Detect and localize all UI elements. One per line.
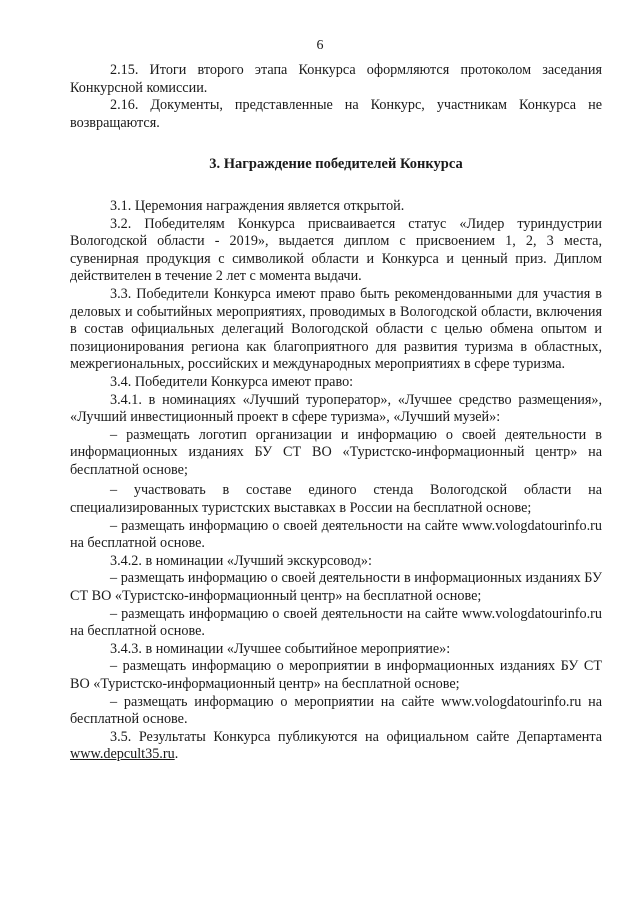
paragraph-3-5 — [70, 729, 602, 764]
paragraph-3-3: 3.3. Победители Конкурса имеют право быть рекомендованными для участия в деловых и событийных мероприятиях, проводимых в Вологодской области, включения в состав официальных делегаций Вологодской области с целью обмена опытом и позиционирования региона как благоприятного для развития туризма в областных, межрегиональных, российских и международных мероприятиях в сфере туризма. — [70, 285, 602, 373]
paragraph-3-4-3: 3.4.3. в номинации «Лучшее событийное мероприятие»: — [110, 640, 451, 657]
list-item-3-4-2-a: – размещать информацию о своей деятельности в информационных изданиях БУ СТ ВО «Туристско-информационный центр» на бесплатной основе; — [70, 570, 602, 605]
list-item-3-4-1-c: – размещать информацию о своей деятельности на сайте www.vologdatourinfo.ru на бесплатной основе. — [70, 517, 602, 552]
list-item-3-4-2-b: – размещать информацию о своей деятельности на сайте www.vologdatourinfo.ru на бесплатной основе. — [70, 605, 602, 640]
paragraph-2-16: 2.16. Документы, представленные на Конкурс, участникам Конкурса не возвращаются. — [70, 97, 602, 131]
document-body — [70, 62, 602, 764]
page-number: 6 — [316, 38, 324, 53]
list-item-3-4-1-b: – участвовать в составе единого стенда Вологодской области на специализированных туристских выставках в России на бесплатной основе; — [70, 482, 602, 517]
paragraph-3-1: 3.1. Церемония награждения является открытой. — [110, 197, 405, 214]
department-website-link[interactable]: www.depcult35.ru — [70, 746, 175, 763]
paragraph-3-2: 3.2. Победителям Конкурса присваивается статус «Лидер туриндустрии Вологодской области - 2019», выдается диплом с присвоением 1, 2, 3 места, сувенирная продукция с символикой области и Конкурса и ценный приз. Диплом действителен в течение 2 лет с момента выдачи. — [70, 215, 602, 285]
list-item-3-4-3-a: – размещать информацию о мероприятии в информационных изданиях БУ СТ ВО «Туристско-информационный центр» на бесплатной основе; — [70, 658, 602, 692]
paragraph-3-4-1: 3.4.1. в номинациях «Лучший туроператор», «Лучшее средство размещения», «Лучший инвестиционный проект в сфере туризма», «Лучший музей»: — [70, 391, 602, 426]
paragraph-2-15: 2.15. Итоги второго этапа Конкурса оформляются протоколом заседания Конкурсной комиссии. — [70, 62, 602, 96]
paragraph-3-4: 3.4. Победители Конкурса имеют право: — [110, 373, 354, 390]
list-item-3-4-1-a: – размещать логотип организации и информацию о своей деятельности в информационных изданиях БУ СТ ВО «Туристско-информационный центр» на бесплатной основе; — [70, 426, 602, 478]
list-item-3-4-3-b: – размещать информацию о мероприятии на сайте www.vologdatourinfo.ru на бесплатной основе. — [70, 693, 602, 728]
section-heading: 3. Награждение победителей Конкурса — [209, 156, 463, 173]
paragraph-3-5-text: 3.5. Результаты Конкурса публикуются на официальном сайте Департамента — [110, 728, 602, 745]
paragraph-3-5-end: . — [174, 746, 179, 763]
paragraph-3-4-2: 3.4.2. в номинации «Лучший экскурсовод»: — [110, 552, 372, 569]
